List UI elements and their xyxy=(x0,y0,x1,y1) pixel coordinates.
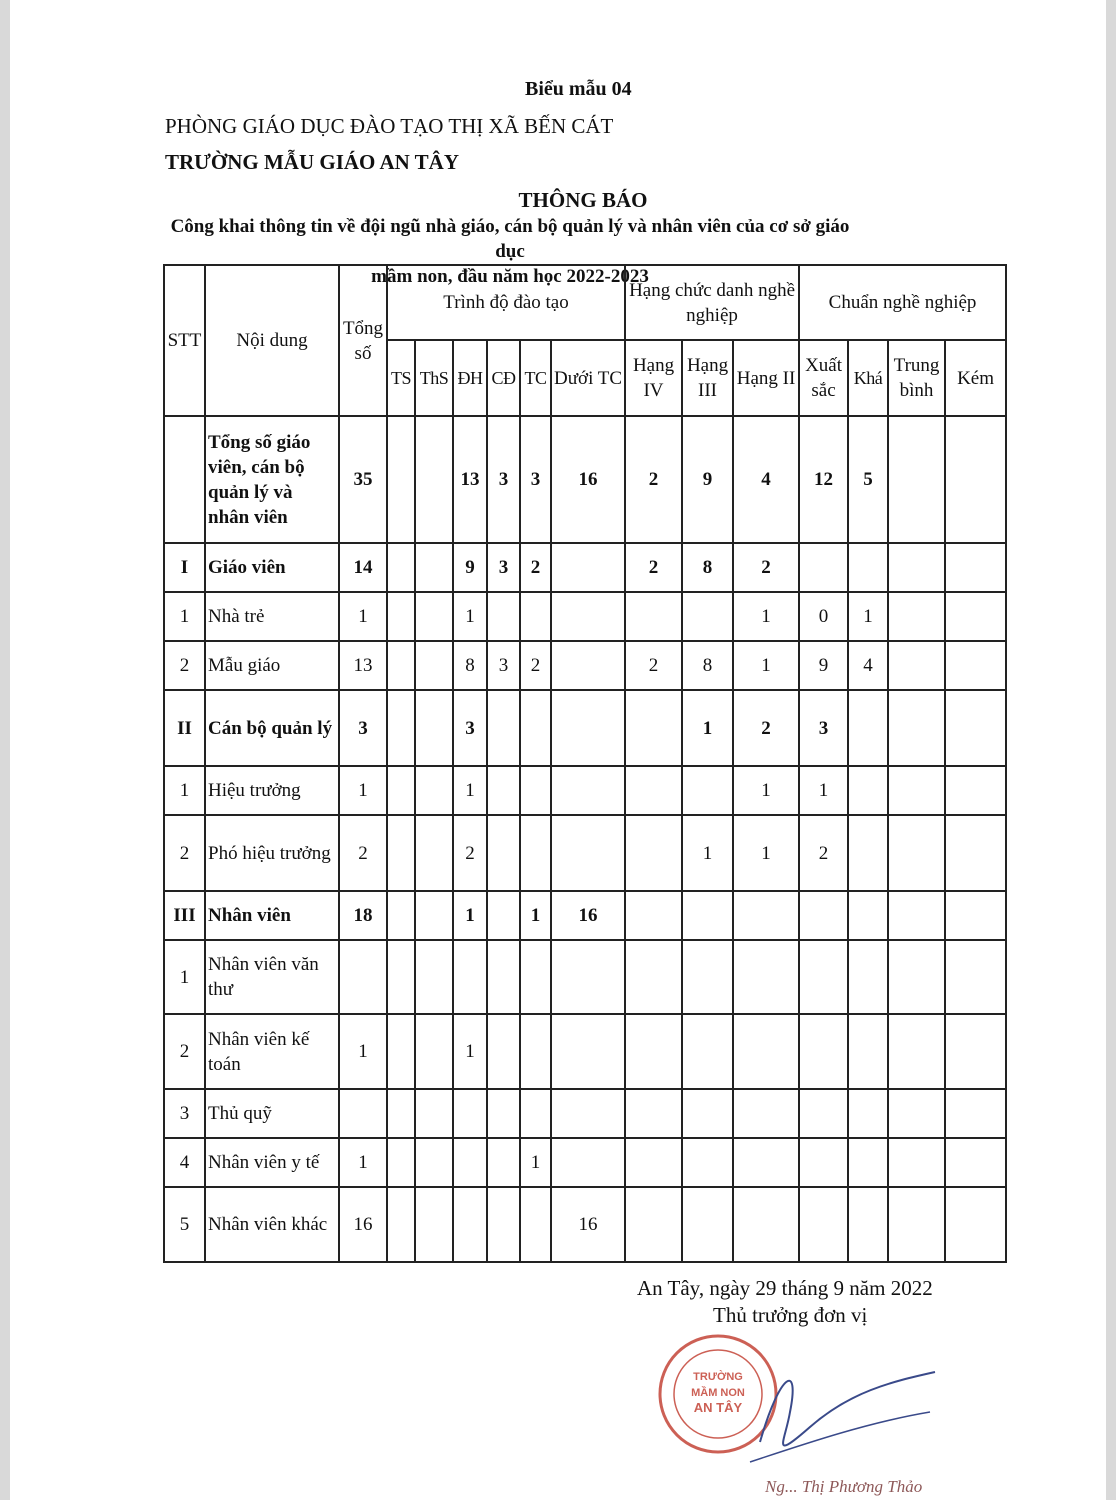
cell-content: Thủ quỹ xyxy=(205,1089,339,1138)
cell-rank-iii: 8 xyxy=(682,543,733,592)
cell-ths xyxy=(415,891,453,940)
cell-rank-iv xyxy=(625,592,682,641)
header-rank-iv: Hạng IV xyxy=(625,340,682,416)
cell-tc: 2 xyxy=(520,641,551,690)
table-row xyxy=(164,1187,1006,1262)
cell-good xyxy=(848,1014,888,1089)
cell-cd xyxy=(487,1089,520,1138)
cell-average xyxy=(888,1138,945,1187)
cell-content: Cán bộ quản lý xyxy=(205,690,339,766)
department-name: PHÒNG GIÁO DỤC ĐÀO TẠO THỊ XÃ BẾN CÁT xyxy=(165,114,614,138)
cell-dh: 1 xyxy=(453,592,487,641)
cell-stt: 2 xyxy=(164,1014,205,1089)
cell-good xyxy=(848,543,888,592)
cell-ts xyxy=(387,543,415,592)
cell-cd xyxy=(487,815,520,891)
cell-tc: 1 xyxy=(520,1138,551,1187)
cell-stt: 3 xyxy=(164,1089,205,1138)
signer-title: Thủ trưởng đơn vị xyxy=(713,1303,868,1327)
cell-weak xyxy=(945,1089,1006,1138)
official-stamp xyxy=(660,1336,776,1452)
table-row xyxy=(164,891,1006,940)
cell-ts xyxy=(387,416,415,543)
cell-total: 16 xyxy=(339,1187,387,1262)
cell-weak xyxy=(945,543,1006,592)
cell-ths xyxy=(415,641,453,690)
cell-stt: 2 xyxy=(164,815,205,891)
header-ths: ThS xyxy=(415,340,453,416)
header-standard: Chuẩn nghề nghiệp xyxy=(799,265,1006,340)
cell-tc xyxy=(520,592,551,641)
cell-tc: 2 xyxy=(520,543,551,592)
cell-total xyxy=(339,1089,387,1138)
cell-rank-iv xyxy=(625,815,682,891)
cell-content: Nhân viên kế toán xyxy=(205,1014,339,1089)
cell-stt xyxy=(164,416,205,543)
cell-good xyxy=(848,940,888,1014)
cell-good: 5 xyxy=(848,416,888,543)
table-row xyxy=(164,766,1006,815)
cell-rank-iii xyxy=(682,766,733,815)
cell-rank-iii xyxy=(682,1138,733,1187)
cell-dh: 1 xyxy=(453,766,487,815)
cell-content: Tổng số giáo viên, cán bộ quản lý và nhân viên xyxy=(205,416,339,543)
handwritten-signature xyxy=(750,1372,935,1496)
cell-ts xyxy=(387,940,415,1014)
cell-ts xyxy=(387,766,415,815)
cell-rank-ii: 1 xyxy=(733,766,799,815)
cell-rank-iii xyxy=(682,592,733,641)
cell-content: Nhân viên văn thư xyxy=(205,940,339,1014)
cell-ts xyxy=(387,891,415,940)
subtitle-line-1: Công khai thông tin về đội ngũ nhà giáo, cán bộ quản lý và nhân viên của cơ sở giáo dục xyxy=(170,216,850,262)
cell-good: 4 xyxy=(848,641,888,690)
cell-rank-iii xyxy=(682,1014,733,1089)
cell-average xyxy=(888,1014,945,1089)
cell-rank-ii: 1 xyxy=(733,592,799,641)
cell-good xyxy=(848,690,888,766)
official-stamp-and-signature xyxy=(650,1332,950,1500)
cell-tc: 1 xyxy=(520,891,551,940)
cell-good xyxy=(848,1138,888,1187)
cell-below-tc xyxy=(551,592,625,641)
cell-cd xyxy=(487,1014,520,1089)
cell-ts xyxy=(387,1187,415,1262)
cell-below-tc xyxy=(551,1014,625,1089)
cell-excellent: 12 xyxy=(799,416,848,543)
document-title: THÔNG BÁO xyxy=(518,188,648,212)
cell-rank-iv xyxy=(625,1014,682,1089)
cell-rank-iv: 2 xyxy=(625,543,682,592)
cell-stt: II xyxy=(164,690,205,766)
cell-ts xyxy=(387,592,415,641)
svg-text:Ng... Thị Phương Thảo: Ng... Thị Phương Thảo xyxy=(765,1477,923,1496)
cell-total: 14 xyxy=(339,543,387,592)
cell-total: 1 xyxy=(339,1138,387,1187)
cell-rank-ii xyxy=(733,1187,799,1262)
cell-rank-iii xyxy=(682,891,733,940)
cell-total: 13 xyxy=(339,641,387,690)
cell-rank-iii: 1 xyxy=(682,815,733,891)
cell-average xyxy=(888,416,945,543)
cell-average xyxy=(888,543,945,592)
cell-dh: 13 xyxy=(453,416,487,543)
table-row xyxy=(164,543,1006,592)
header-excellent: Xuất sắc xyxy=(799,340,848,416)
cell-ths xyxy=(415,543,453,592)
cell-tc xyxy=(520,766,551,815)
cell-stt: 4 xyxy=(164,1138,205,1187)
cell-average xyxy=(888,641,945,690)
table-row xyxy=(164,592,1006,641)
cell-stt: 1 xyxy=(164,592,205,641)
cell-below-tc: 16 xyxy=(551,416,625,543)
table-row xyxy=(164,1089,1006,1138)
cell-average xyxy=(888,891,945,940)
cell-cd xyxy=(487,1187,520,1262)
cell-excellent: 1 xyxy=(799,766,848,815)
cell-weak xyxy=(945,592,1006,641)
cell-cd xyxy=(487,592,520,641)
cell-weak xyxy=(945,891,1006,940)
cell-dh: 1 xyxy=(453,891,487,940)
cell-dh xyxy=(453,1187,487,1262)
cell-content: Giáo viên xyxy=(205,543,339,592)
cell-stt: 2 xyxy=(164,641,205,690)
cell-excellent xyxy=(799,891,848,940)
cell-ts xyxy=(387,815,415,891)
cell-excellent xyxy=(799,1138,848,1187)
cell-weak xyxy=(945,690,1006,766)
cell-ts xyxy=(387,1089,415,1138)
header-rank-ii: Hạng II xyxy=(733,340,799,416)
cell-weak xyxy=(945,1138,1006,1187)
header-cd: CĐ xyxy=(487,340,520,416)
cell-total: 1 xyxy=(339,766,387,815)
cell-rank-iv xyxy=(625,1089,682,1138)
cell-rank-ii xyxy=(733,1138,799,1187)
cell-excellent xyxy=(799,940,848,1014)
table-row xyxy=(164,690,1006,766)
cell-dh: 2 xyxy=(453,815,487,891)
cell-below-tc: 16 xyxy=(551,1187,625,1262)
cell-dh xyxy=(453,940,487,1014)
header-training: Trình độ đào tạo xyxy=(387,265,625,340)
table-row xyxy=(164,1138,1006,1187)
cell-excellent xyxy=(799,1089,848,1138)
cell-tc xyxy=(520,940,551,1014)
cell-cd xyxy=(487,766,520,815)
cell-below-tc xyxy=(551,690,625,766)
cell-stt: I xyxy=(164,543,205,592)
header-rank: Hạng chức danh nghề nghiệp xyxy=(625,265,799,340)
cell-excellent: 9 xyxy=(799,641,848,690)
cell-weak xyxy=(945,641,1006,690)
cell-rank-ii: 2 xyxy=(733,543,799,592)
table-row xyxy=(164,641,1006,690)
header-content: Nội dung xyxy=(205,265,339,416)
cell-dh: 1 xyxy=(453,1014,487,1089)
cell-weak xyxy=(945,766,1006,815)
cell-below-tc: 16 xyxy=(551,891,625,940)
cell-total xyxy=(339,940,387,1014)
cell-ths xyxy=(415,690,453,766)
cell-cd xyxy=(487,940,520,1014)
school-name: TRƯỜNG MẪU GIÁO AN TÂY xyxy=(165,150,460,174)
cell-tc xyxy=(520,815,551,891)
cell-rank-iv xyxy=(625,891,682,940)
cell-excellent xyxy=(799,543,848,592)
cell-rank-iii xyxy=(682,1187,733,1262)
cell-stt: 5 xyxy=(164,1187,205,1262)
cell-below-tc xyxy=(551,1138,625,1187)
document-page xyxy=(10,0,1106,1500)
cell-stt: 1 xyxy=(164,766,205,815)
cell-rank-iv xyxy=(625,766,682,815)
cell-total: 1 xyxy=(339,592,387,641)
cell-ths xyxy=(415,1014,453,1089)
cell-dh: 8 xyxy=(453,641,487,690)
cell-rank-iv: 2 xyxy=(625,641,682,690)
cell-rank-ii xyxy=(733,1014,799,1089)
table-row xyxy=(164,940,1006,1014)
cell-rank-ii: 2 xyxy=(733,690,799,766)
cell-rank-iv xyxy=(625,1187,682,1262)
cell-below-tc xyxy=(551,766,625,815)
header-average: Trung bình xyxy=(888,340,945,416)
cell-content: Nhân viên xyxy=(205,891,339,940)
cell-total: 2 xyxy=(339,815,387,891)
cell-average xyxy=(888,940,945,1014)
header-stt: STT xyxy=(164,265,205,416)
cell-cd xyxy=(487,690,520,766)
cell-rank-ii: 4 xyxy=(733,416,799,543)
cell-below-tc xyxy=(551,543,625,592)
cell-content: Mẫu giáo xyxy=(205,641,339,690)
cell-rank-iv xyxy=(625,690,682,766)
cell-average xyxy=(888,1187,945,1262)
cell-content: Nhà trẻ xyxy=(205,592,339,641)
cell-tc xyxy=(520,1187,551,1262)
cell-rank-ii xyxy=(733,940,799,1014)
cell-stt: 1 xyxy=(164,940,205,1014)
cell-cd xyxy=(487,1138,520,1187)
form-number: Biểu mẫu 04 xyxy=(525,78,632,100)
cell-rank-iii: 9 xyxy=(682,416,733,543)
table-row xyxy=(164,815,1006,891)
cell-rank-ii: 1 xyxy=(733,641,799,690)
table-body xyxy=(164,416,1006,1262)
cell-ths xyxy=(415,1089,453,1138)
cell-tc: 3 xyxy=(520,416,551,543)
cell-cd: 3 xyxy=(487,416,520,543)
cell-total: 1 xyxy=(339,1014,387,1089)
cell-below-tc xyxy=(551,641,625,690)
cell-ts xyxy=(387,1138,415,1187)
cell-good xyxy=(848,891,888,940)
header-below-tc: Dưới TC xyxy=(551,340,625,416)
header-dh: ĐH xyxy=(453,340,487,416)
cell-tc xyxy=(520,1014,551,1089)
cell-average xyxy=(888,766,945,815)
cell-ths xyxy=(415,592,453,641)
cell-content: Hiệu trưởng xyxy=(205,766,339,815)
header-weak: Kém xyxy=(945,340,1006,416)
cell-weak xyxy=(945,1014,1006,1089)
cell-average xyxy=(888,815,945,891)
cell-good xyxy=(848,815,888,891)
cell-below-tc xyxy=(551,940,625,1014)
table-row xyxy=(164,1014,1006,1089)
header-rank-iii: Hạng III xyxy=(682,340,733,416)
cell-excellent xyxy=(799,1014,848,1089)
cell-total: 35 xyxy=(339,416,387,543)
cell-ts xyxy=(387,690,415,766)
cell-rank-iv xyxy=(625,1138,682,1187)
cell-ths xyxy=(415,815,453,891)
cell-tc xyxy=(520,690,551,766)
svg-text:MẦM NON: MẦM NON xyxy=(691,1387,745,1399)
cell-content: Nhân viên khác xyxy=(205,1187,339,1262)
cell-stt: III xyxy=(164,891,205,940)
cell-good xyxy=(848,1089,888,1138)
cell-excellent: 2 xyxy=(799,815,848,891)
cell-good: 1 xyxy=(848,592,888,641)
svg-text:AN TÂY: AN TÂY xyxy=(693,1400,743,1415)
cell-rank-ii xyxy=(733,891,799,940)
cell-ths xyxy=(415,766,453,815)
cell-good xyxy=(848,1187,888,1262)
subtitle-line-2: mầm non, đầu năm học 2022-2023 xyxy=(371,266,649,287)
cell-weak xyxy=(945,815,1006,891)
cell-below-tc xyxy=(551,815,625,891)
header-ts: TS xyxy=(387,340,415,416)
cell-excellent: 3 xyxy=(799,690,848,766)
cell-cd xyxy=(487,891,520,940)
cell-cd: 3 xyxy=(487,543,520,592)
staff-table xyxy=(163,264,1007,1263)
cell-total: 18 xyxy=(339,891,387,940)
cell-ts xyxy=(387,1014,415,1089)
cell-excellent xyxy=(799,1187,848,1262)
cell-dh: 3 xyxy=(453,690,487,766)
cell-rank-iii xyxy=(682,1089,733,1138)
cell-weak xyxy=(945,416,1006,543)
cell-average xyxy=(888,1089,945,1138)
cell-weak xyxy=(945,940,1006,1014)
cell-dh: 9 xyxy=(453,543,487,592)
cell-good xyxy=(848,766,888,815)
cell-average xyxy=(888,592,945,641)
date-line: An Tây, ngày 29 tháng 9 năm 2022 xyxy=(637,1276,933,1300)
cell-ths xyxy=(415,1187,453,1262)
cell-dh xyxy=(453,1138,487,1187)
cell-content: Phó hiệu trưởng xyxy=(205,815,339,891)
cell-rank-iii xyxy=(682,940,733,1014)
header-good: Khá xyxy=(848,340,888,416)
cell-rank-iii: 8 xyxy=(682,641,733,690)
cell-rank-ii xyxy=(733,1089,799,1138)
cell-dh xyxy=(453,1089,487,1138)
cell-ths xyxy=(415,940,453,1014)
svg-text:TRƯỜNG: TRƯỜNG xyxy=(693,1371,743,1383)
cell-rank-ii: 1 xyxy=(733,815,799,891)
cell-tc xyxy=(520,1089,551,1138)
table-row xyxy=(164,416,1006,543)
header-total: Tổng số xyxy=(339,265,387,416)
cell-content: Nhân viên y tế xyxy=(205,1138,339,1187)
cell-rank-iv: 2 xyxy=(625,416,682,543)
cell-ths xyxy=(415,416,453,543)
cell-excellent: 0 xyxy=(799,592,848,641)
cell-total: 3 xyxy=(339,690,387,766)
cell-rank-iv xyxy=(625,940,682,1014)
cell-ths xyxy=(415,1138,453,1187)
cell-average xyxy=(888,690,945,766)
header-tc: TC xyxy=(520,340,551,416)
cell-weak xyxy=(945,1187,1006,1262)
cell-ts xyxy=(387,641,415,690)
cell-below-tc xyxy=(551,1089,625,1138)
cell-cd: 3 xyxy=(487,641,520,690)
cell-rank-iii: 1 xyxy=(682,690,733,766)
